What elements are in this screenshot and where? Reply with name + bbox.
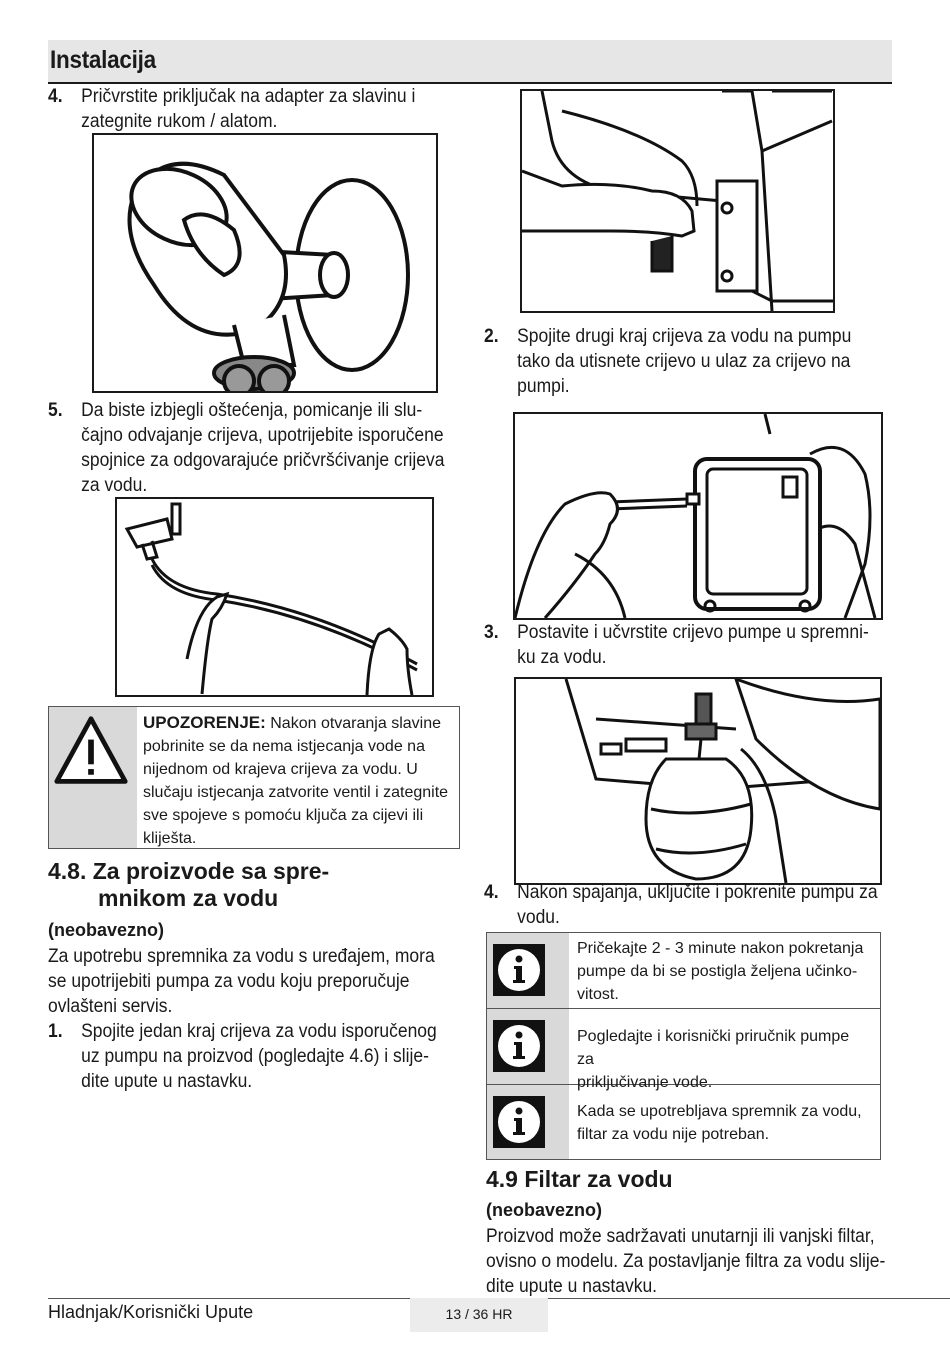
- info-icon: [493, 1020, 545, 1072]
- section-4-9-optional: (neobavezno): [486, 1200, 603, 1220]
- section-4-9-title: 4.9 Filtar za vodu: [486, 1166, 673, 1192]
- step-text: Pričvrstite priključak na adapter za slavinu i zategnite rukom / alatom.: [81, 86, 416, 132]
- pump-tank-drawing: [516, 679, 880, 883]
- page-header: [48, 40, 892, 84]
- info-text: Pogledajte i korisnički priručnik pumpe za priključivanje vode.: [577, 1028, 850, 1091]
- step-number: 2.: [484, 326, 499, 347]
- step-text: Nakon spajanja, uključite i pokrenite pumpu za vodu.: [517, 882, 878, 928]
- step-text: Postavite i učvrstite crijevo pumpe u spremni- ku za vodu.: [517, 622, 869, 668]
- info-notes-table: [486, 932, 881, 1160]
- info-row: [487, 933, 880, 1009]
- step-number: 4.: [484, 882, 499, 903]
- hose-clamp-drawing: [117, 499, 432, 695]
- step-number: 3.: [484, 622, 499, 643]
- warning-text: [143, 711, 461, 850]
- warning-body: Nakon otvaranja slavine pobrinite se da nema istjecanja vode na nijednom od krajeva crijeva za vodu. U slučaju istjecanja zatvorite ventil i zategnite sve spojeve s pomoću ključa za cijevi ili kliješta.: [143, 715, 449, 847]
- warning-triangle-icon: [53, 713, 129, 789]
- step-number: 4.: [48, 86, 63, 107]
- info-text: Pričekajte 2 - 3 minute nakon pokretanja pumpe da bi se postigla željena učinko- vitost.: [577, 940, 864, 1003]
- info-icon-cell: [487, 1009, 569, 1084]
- fridge-back-drawing: [522, 91, 833, 311]
- info-icon: [493, 1096, 545, 1148]
- pump-hose-drawing: [515, 414, 881, 618]
- pump-hose-illustration: [513, 412, 883, 620]
- section-4-8-intro: Za upotrebu spremnika za vodu s uređajem, mora se upotrijebiti pumpa za vodu koju preporučuje ovlašteni servis.: [48, 946, 435, 1017]
- section-4-8-title: [48, 858, 329, 912]
- step-number: 5.: [48, 400, 63, 421]
- section-title-line2: mnikom za vodu: [98, 885, 279, 911]
- footer-page-number: 13 / 36 HR: [410, 1298, 548, 1332]
- info-icon: [493, 944, 545, 996]
- tap-adapter-illustration: [92, 133, 438, 393]
- warning-icon-cell: [49, 707, 137, 848]
- fridge-back-connection-illustration: [520, 89, 835, 313]
- hose-clamp-illustration: [115, 497, 434, 697]
- section-4-9-text: Proizvod može sadržavati unutarnji ili vanjski filtar, ovisno o modelu. Za postavljanje filtra za vodu slije- dite upute u nastavku.: [486, 1226, 886, 1297]
- page-title: Instalacija: [50, 46, 156, 74]
- footer-document-title: Hladnjak/Korisnički Upute: [48, 1302, 254, 1322]
- warning-box: [48, 706, 460, 849]
- step-text: Da biste izbjegli oštećenja, pomicanje ili slu- čajno odvajanje crijeva, upotrijebite isporučene spojnice za odgovarajuće pričvršćivanje crijeva za vodu.: [81, 400, 445, 496]
- step-text: Spojite drugi kraj crijeva za vodu na pumpu tako da utisnete crijevo u ulaz za crijevo na pumpi.: [517, 326, 852, 397]
- info-row: [487, 1009, 880, 1091]
- info-text: Kada se upotrebljava spremnik za vodu, filtar za vodu nije potreban.: [577, 1103, 862, 1143]
- info-row: [487, 1085, 880, 1159]
- info-icon-cell: [487, 1085, 569, 1159]
- pump-tank-illustration: [514, 677, 882, 885]
- step-text: Spojite jedan kraj crijeva za vodu isporučenog uz pumpu na proizvod (pogledajte 4.6) i slije- dite upute u nastavku.: [81, 1021, 437, 1092]
- section-4-8-optional: (neobavezno): [48, 920, 165, 940]
- section-title-line1: 4.8. Za proizvode sa spre-: [48, 858, 330, 884]
- step-number: 1.: [48, 1021, 63, 1042]
- tap-adapter-drawing: [94, 135, 436, 391]
- warning-label: UPOZORENJE:: [143, 713, 266, 732]
- info-icon-cell: [487, 933, 569, 1008]
